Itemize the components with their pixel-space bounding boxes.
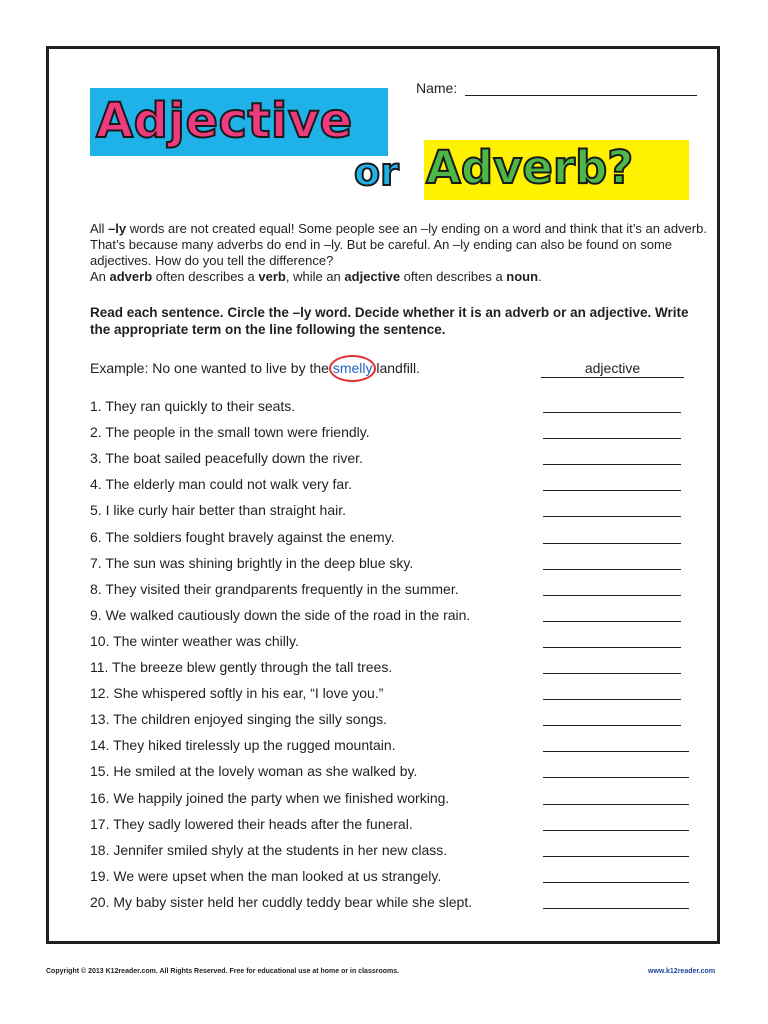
question-sentence: 10. The winter weather was chilly. [90, 632, 299, 649]
title-or: or [354, 150, 399, 194]
question-sentence: 11. The breeze blew gently through the tall trees. [90, 659, 393, 675]
title-adjective: Adjective [96, 93, 353, 149]
name-label: Name: [416, 80, 458, 96]
answer-line[interactable] [543, 882, 689, 883]
question-sentence: 12. She whispered softly in his ear, “I love you.” [90, 685, 384, 702]
intro-text [90, 221, 710, 285]
example-circled-word: smelly [333, 360, 373, 376]
footer-site: www.k12reader.com [648, 968, 716, 975]
question-sentence: 4. The elderly man could not walk very far. [90, 476, 352, 493]
intro-definition: An adverb often describes a verb, while an adjective often describes a noun. [90, 269, 542, 284]
answer-line[interactable] [543, 804, 689, 805]
question-sentence: 5. I like curly hair better than straight hair. [90, 502, 347, 519]
circle-mark [329, 355, 376, 382]
answer-line[interactable] [543, 647, 681, 648]
question-sentence: 16. We happily joined the party when we finished working. [90, 789, 450, 806]
answer-line[interactable] [543, 595, 681, 596]
title-adverb: Adverb? [426, 141, 634, 194]
instructions: Read each sentence. Circle the –ly word. Decide whether it is an adverb or an adjective. Write the appropriate term on the line following the sentence. [90, 305, 689, 337]
intro-paragraph: All –ly words are not created equal! Some people see an –ly ending on a word and think that it’s an adverb. That’s because many adverbs do end in –ly. But be careful. An –ly ending can also be found on some adjectives. How do you tell the difference? [90, 221, 707, 268]
question-sentence: 17. They sadly lowered their heads after the funeral. [90, 815, 413, 832]
answer-line[interactable] [543, 751, 689, 752]
question-sentence: 6. The soldiers fought bravely against the enemy. [90, 528, 395, 545]
example-answer: adjective [541, 359, 684, 378]
name-line [465, 95, 697, 96]
ly-emphasis: –ly [108, 221, 127, 236]
question-sentence: 18. Jennifer smiled shyly at the students in her new class. [90, 841, 448, 858]
question-sentence: 19. We were upset when the man looked at us strangely. [90, 867, 442, 884]
answer-line[interactable] [543, 464, 681, 465]
question-sentence: 20. My baby sister held her cuddly teddy bear while she slept. [90, 893, 473, 910]
answer-line[interactable] [543, 830, 689, 831]
answer-line[interactable] [543, 516, 681, 517]
answer-line[interactable] [543, 412, 681, 413]
question-sentence: 14. They hiked tirelessly up the rugged mountain. [90, 737, 396, 754]
question-sentence: 15. He smiled at the lovely woman as she walked by. [90, 763, 418, 780]
answer-line[interactable] [543, 908, 689, 909]
footer-copyright: Copyright © 2013 K12reader.com. All Rights Reserved. Free for educational use at home or in classrooms. [46, 968, 400, 975]
answer-line[interactable] [543, 621, 681, 622]
answer-line[interactable] [543, 438, 681, 439]
answer-line[interactable] [543, 543, 681, 544]
answer-line[interactable] [543, 569, 681, 570]
question-sentence: 8. They visited their grandparents frequently in the summer. [90, 580, 459, 597]
answer-line[interactable] [543, 490, 681, 491]
answer-line[interactable] [543, 699, 681, 700]
question-sentence: 1. They ran quickly to their seats. [90, 398, 296, 414]
question-sentence: 13. The children enjoyed singing the silly songs. [90, 711, 388, 728]
answer-line[interactable] [543, 725, 681, 726]
question-sentence: 9. We walked cautiously down the side of the road in the rain. [90, 606, 471, 623]
question-sentence: 3. The boat sailed peacefully down the river. [90, 450, 363, 467]
question-sentence: 7. The sun was shining brightly in the deep blue sky. [90, 554, 414, 571]
answer-line[interactable] [543, 856, 689, 857]
answer-line[interactable] [543, 777, 689, 778]
answer-line[interactable] [543, 673, 681, 674]
example-sentence: Example: No one wanted to live by the smelly landfill. [90, 359, 420, 377]
question-sentence: 2. The people in the small town were friendly. [90, 424, 370, 441]
